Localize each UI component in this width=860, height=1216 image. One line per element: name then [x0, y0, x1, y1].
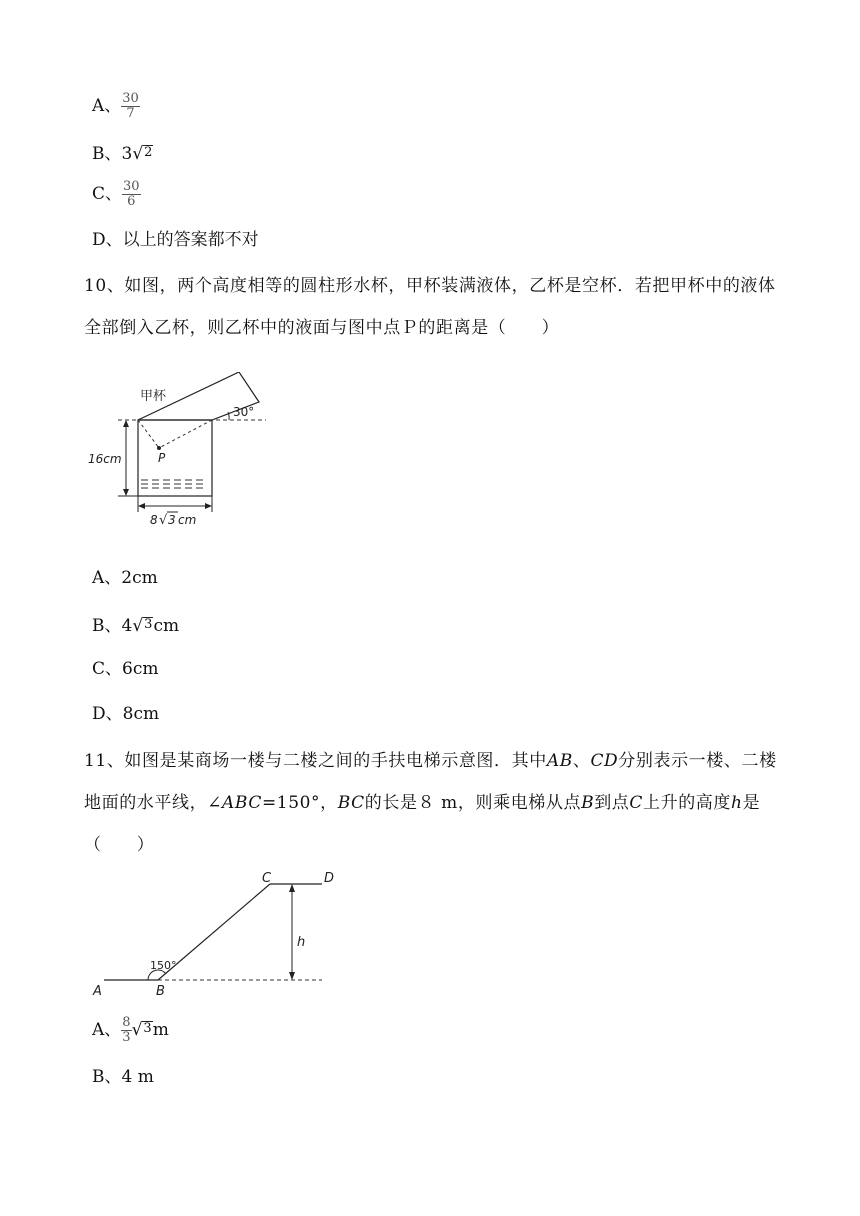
numerator: 8	[122, 1015, 131, 1030]
radicand: 3	[144, 617, 153, 632]
arrow-up-icon	[123, 420, 129, 427]
sqrt-expression: √2	[132, 144, 153, 164]
coefficient: 4	[121, 616, 133, 636]
fraction	[122, 180, 141, 209]
radicand: 3	[143, 1021, 152, 1036]
arrow-right-icon	[205, 503, 212, 509]
math-bc: BC	[337, 793, 365, 813]
height-label: h	[297, 935, 306, 950]
unit: cm	[153, 616, 180, 636]
coefficient: 3	[121, 144, 133, 164]
width-sqrt-sign: √	[159, 513, 168, 528]
cup-label: 甲杯	[140, 389, 167, 404]
option-label: B、	[92, 1067, 122, 1087]
option-text: 8cm	[122, 704, 160, 724]
q11-option-b	[92, 1065, 154, 1089]
stem-text: =150°，	[261, 793, 338, 813]
option-label: C、	[92, 659, 123, 679]
option-label: D、	[92, 230, 123, 250]
width-label-prefix: 8	[150, 513, 158, 527]
math-cd: CD	[590, 751, 619, 771]
numerator: 30	[123, 179, 140, 194]
angle-label: 150°	[150, 959, 177, 972]
q11-option-a	[92, 1016, 169, 1045]
math-h: h	[731, 793, 743, 813]
stem-text: 的长是８ m，则乘电梯从点	[364, 793, 582, 813]
point-p	[157, 446, 161, 450]
q9-option-a	[92, 92, 140, 121]
q10-option-d	[92, 702, 159, 726]
arrow-up-icon	[289, 884, 295, 892]
width-label-radicand: 3	[168, 513, 176, 527]
sqrt-expression: √3	[131, 1020, 152, 1040]
angle-label: 30°	[233, 405, 255, 419]
denominator: 3	[122, 1030, 131, 1045]
option-label: C、	[92, 184, 123, 204]
q9-option-d	[92, 228, 259, 252]
q11-stem	[84, 740, 784, 866]
stem-text: 到点	[594, 793, 630, 813]
label-b: B	[156, 984, 165, 999]
dashed-line-left	[138, 420, 159, 448]
label-c: C	[262, 871, 272, 886]
option-label: A、	[92, 568, 122, 588]
option-text: 6cm	[122, 659, 159, 679]
option-label: B、	[92, 144, 122, 164]
sqrt-expression: √3	[132, 616, 153, 636]
option-label: B、	[92, 616, 122, 636]
height-label: 16cm	[88, 452, 122, 466]
arrow-left-icon	[138, 503, 145, 509]
option-text: 2cm	[121, 568, 158, 588]
math-abc: ABC	[222, 793, 262, 813]
option-text: 4 m	[121, 1067, 154, 1087]
option-text: 以上的答案都不对	[122, 230, 259, 250]
math-c: C	[629, 793, 643, 813]
liquid-marks	[141, 480, 203, 488]
arrow-down-icon	[123, 489, 129, 496]
denominator: 7	[126, 106, 135, 121]
fraction	[121, 92, 140, 121]
cup-rectangle	[138, 420, 212, 496]
stem-text: 分别表示一楼、二楼地面的水平线，∠	[84, 751, 777, 813]
option-label: D、	[92, 704, 123, 724]
math-ab: AB	[546, 751, 573, 771]
q10-option-b	[92, 614, 179, 638]
stem-text: 是（ ）	[84, 793, 761, 855]
math-b: B	[581, 793, 595, 813]
label-a: A	[93, 984, 102, 999]
q9-option-b	[92, 142, 153, 166]
q11-figure	[86, 870, 336, 1004]
q10-figure	[86, 372, 266, 532]
fraction	[121, 1016, 131, 1045]
numerator: 30	[122, 91, 139, 106]
q10-option-a	[92, 566, 158, 590]
stem-text: 上升的高度	[643, 793, 731, 813]
radicand: 2	[144, 145, 153, 160]
point-p-label: P	[158, 451, 166, 465]
stem-text: 、	[572, 751, 591, 771]
q9-option-c	[92, 180, 141, 209]
unit: m	[152, 1020, 169, 1040]
option-label: A、	[92, 1020, 122, 1040]
q10-option-c	[92, 657, 158, 681]
q10-stem: 10、如图，两个高度相等的圆柱形水杯，甲杯装满液体，乙杯是空杯．若把甲杯中的液体全部倒入乙杯，则乙杯中的液面与图中点Ｐ的距离是（ ）	[84, 276, 776, 338]
arrow-down-icon	[289, 972, 295, 980]
width-label-unit: cm	[178, 513, 197, 527]
option-label: A、	[92, 96, 122, 116]
stem-text: 11、如图是某商场一楼与二楼之间的手扶电梯示意图．其中	[84, 751, 547, 771]
dashed-line-right	[159, 420, 212, 448]
denominator: 6	[127, 194, 136, 209]
label-d: D	[324, 871, 335, 886]
